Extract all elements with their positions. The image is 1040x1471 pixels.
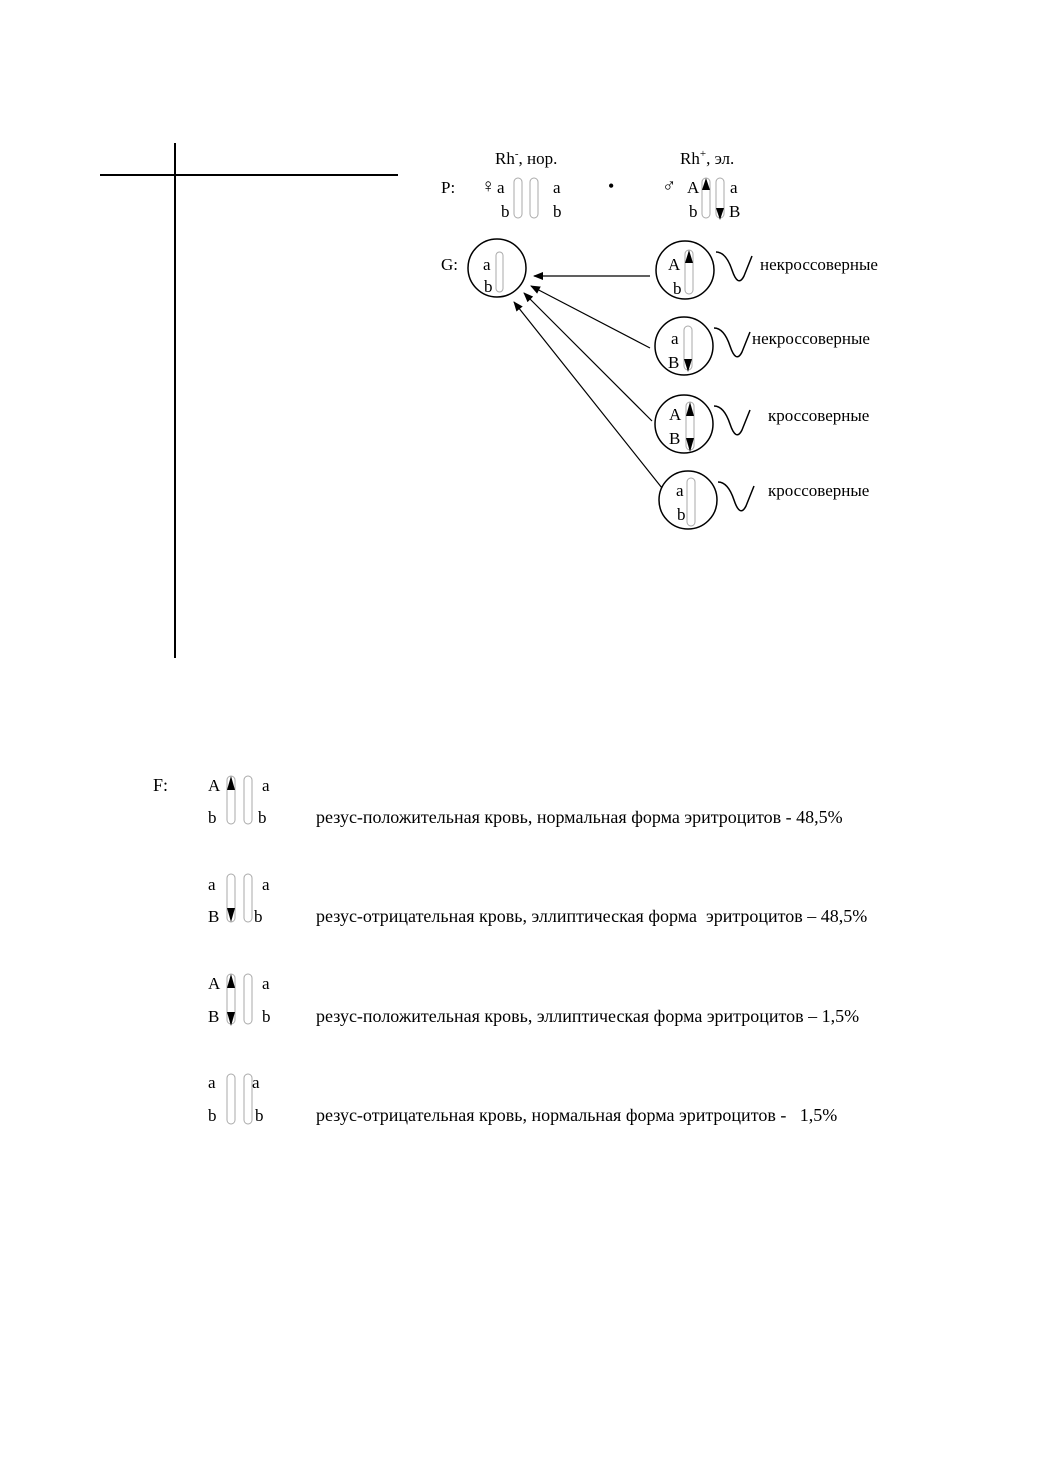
male-gamete-4-allele-top: a <box>676 481 684 500</box>
offspring-3-allele-left-bottom: B <box>208 1007 220 1026</box>
sperm-tail-icon <box>714 328 750 357</box>
sperm-tail-icon <box>714 406 750 435</box>
offspring-2-description: резус-отрицательная кровь, эллиптическая форма эритроцитов – 48,5% <box>316 906 868 926</box>
female-gamete-chromosome-icon <box>496 252 503 292</box>
male-gamete-1-allele-top: A <box>668 255 681 274</box>
male-gamete-4 <box>659 471 869 529</box>
male-gamete-1-type: некроссоверные <box>760 255 878 274</box>
male-allele-left-bottom: b <box>689 202 698 221</box>
female-gamete <box>468 239 526 297</box>
female-allele-right-top: a <box>553 178 561 197</box>
female-chromosome-left-icon <box>514 178 522 218</box>
male-gamete-4-chromosome-icon <box>687 478 695 526</box>
offspring-2-chromosome-right-icon <box>244 874 252 922</box>
offspring-1-description: резус-положительная кровь, нормальная форма эритроцитов - 48,5% <box>316 807 843 827</box>
male-chromosome-right-dark-bottom-icon <box>716 208 724 220</box>
arrow-2 <box>531 286 650 348</box>
male-chromosome-left-dark-top-icon <box>702 178 710 190</box>
cross-symbol: • <box>608 176 615 196</box>
table-frame <box>100 143 398 658</box>
arrow-4 <box>514 302 662 488</box>
offspring-1-allele-left-bottom: b <box>208 808 217 827</box>
male-gamete-3-type: кроссоверные <box>768 406 870 425</box>
offspring-4-description: резус-отрицательная кровь, нормальная форма эритроцитов - 1,5% <box>316 1105 838 1125</box>
male-gamete-1-dark-top-icon <box>685 250 693 263</box>
offspring-4-chromosome-left-icon <box>227 1074 235 1124</box>
male-gamete-2-allele-bottom: B <box>668 353 680 372</box>
female-gamete-allele-top: a <box>483 255 491 274</box>
offspring-2-allele-left-bottom: B <box>208 907 220 926</box>
male-symbol-icon: ♂ <box>662 176 677 197</box>
male-gamete-2 <box>655 317 870 375</box>
gamete-cell-icon <box>655 395 713 453</box>
offspring-1-allele-right-top: a <box>262 776 270 795</box>
offspring-4-allele-right-bottom: b <box>255 1106 264 1125</box>
offspring-1-allele-right-bottom: b <box>258 808 267 827</box>
offspring-1-allele-left-top: A <box>208 776 221 795</box>
offspring-4-allele-right-top: a <box>252 1073 260 1092</box>
female-gamete-allele-bottom: b <box>484 277 493 296</box>
offspring-3-chromosome-right-icon <box>244 974 252 1024</box>
male-allele-left-top: A <box>687 178 700 197</box>
gamete-cell-icon <box>468 239 526 297</box>
offspring-1-chromosome-right-icon <box>244 776 252 824</box>
female-allele-left-top: a <box>497 178 505 197</box>
fertilization-arrows <box>514 276 662 488</box>
male-gamete-3-allele-top: A <box>669 405 682 424</box>
male-allele-right-top: a <box>730 178 738 197</box>
arrow-3 <box>524 293 652 421</box>
offspring-2-allele-right-top: a <box>262 875 270 894</box>
gametes-label: G: <box>441 255 458 274</box>
offspring-row-1 <box>208 776 843 827</box>
male-allele-right-bottom: B <box>729 202 741 221</box>
offspring-label: F: <box>153 775 169 795</box>
offspring-3-description: резус-положительная кровь, эллиптическая форма эритроцитов – 1,5% <box>316 1006 860 1026</box>
offspring-2-allele-left-top: a <box>208 875 216 894</box>
offspring-3-dark-top-icon <box>227 974 235 988</box>
female-phenotype: Rh-, нор. <box>495 148 558 168</box>
male-gamete-2-type: некроссоверные <box>752 329 870 348</box>
female-chromosome-right-icon <box>530 178 538 218</box>
male-gamete-3 <box>655 395 869 453</box>
male-gamete-4-allele-bottom: b <box>677 505 686 524</box>
offspring-3-allele-right-bottom: b <box>262 1007 271 1026</box>
female-genotype <box>481 176 562 221</box>
male-gamete-1 <box>656 241 878 299</box>
offspring-1-dark-top-icon <box>227 776 235 790</box>
female-symbol-icon: ♀ <box>481 176 496 197</box>
offspring-4-allele-left-bottom: b <box>208 1106 217 1125</box>
sperm-tail-icon <box>716 252 752 281</box>
parents-row <box>441 148 740 221</box>
offspring-3-dark-bottom-icon <box>227 1012 235 1026</box>
offspring-3-allele-left-top: A <box>208 974 221 993</box>
offspring-2-dark-bottom-icon <box>227 908 235 922</box>
offspring-row-4 <box>208 1073 837 1125</box>
male-gamete-3-allele-bottom: B <box>669 429 681 448</box>
male-genotype <box>662 176 740 221</box>
gametes-section <box>441 239 878 529</box>
male-gamete-3-dark-bottom-icon <box>686 438 694 452</box>
male-gamete-2-dark-bottom-icon <box>684 359 692 372</box>
offspring-4-allele-left-top: a <box>208 1073 216 1092</box>
male-gamete-1-allele-bottom: b <box>673 279 682 298</box>
parents-label: P: <box>441 178 456 197</box>
female-allele-left-bottom: b <box>501 202 510 221</box>
offspring-row-2 <box>208 874 867 926</box>
offspring-4-chromosome-right-icon <box>244 1074 252 1124</box>
offspring-2-allele-right-bottom: b <box>254 907 263 926</box>
offspring-section <box>153 775 867 1125</box>
offspring-row-3 <box>208 974 859 1026</box>
male-phenotype: Rh+, эл. <box>680 148 735 168</box>
offspring-3-allele-right-top: a <box>262 974 270 993</box>
male-gamete-2-allele-top: a <box>671 329 679 348</box>
sperm-tail-icon <box>718 482 754 511</box>
male-gamete-4-type: кроссоверные <box>768 481 870 500</box>
male-gamete-3-dark-top-icon <box>686 402 694 416</box>
female-allele-right-bottom: b <box>553 202 562 221</box>
